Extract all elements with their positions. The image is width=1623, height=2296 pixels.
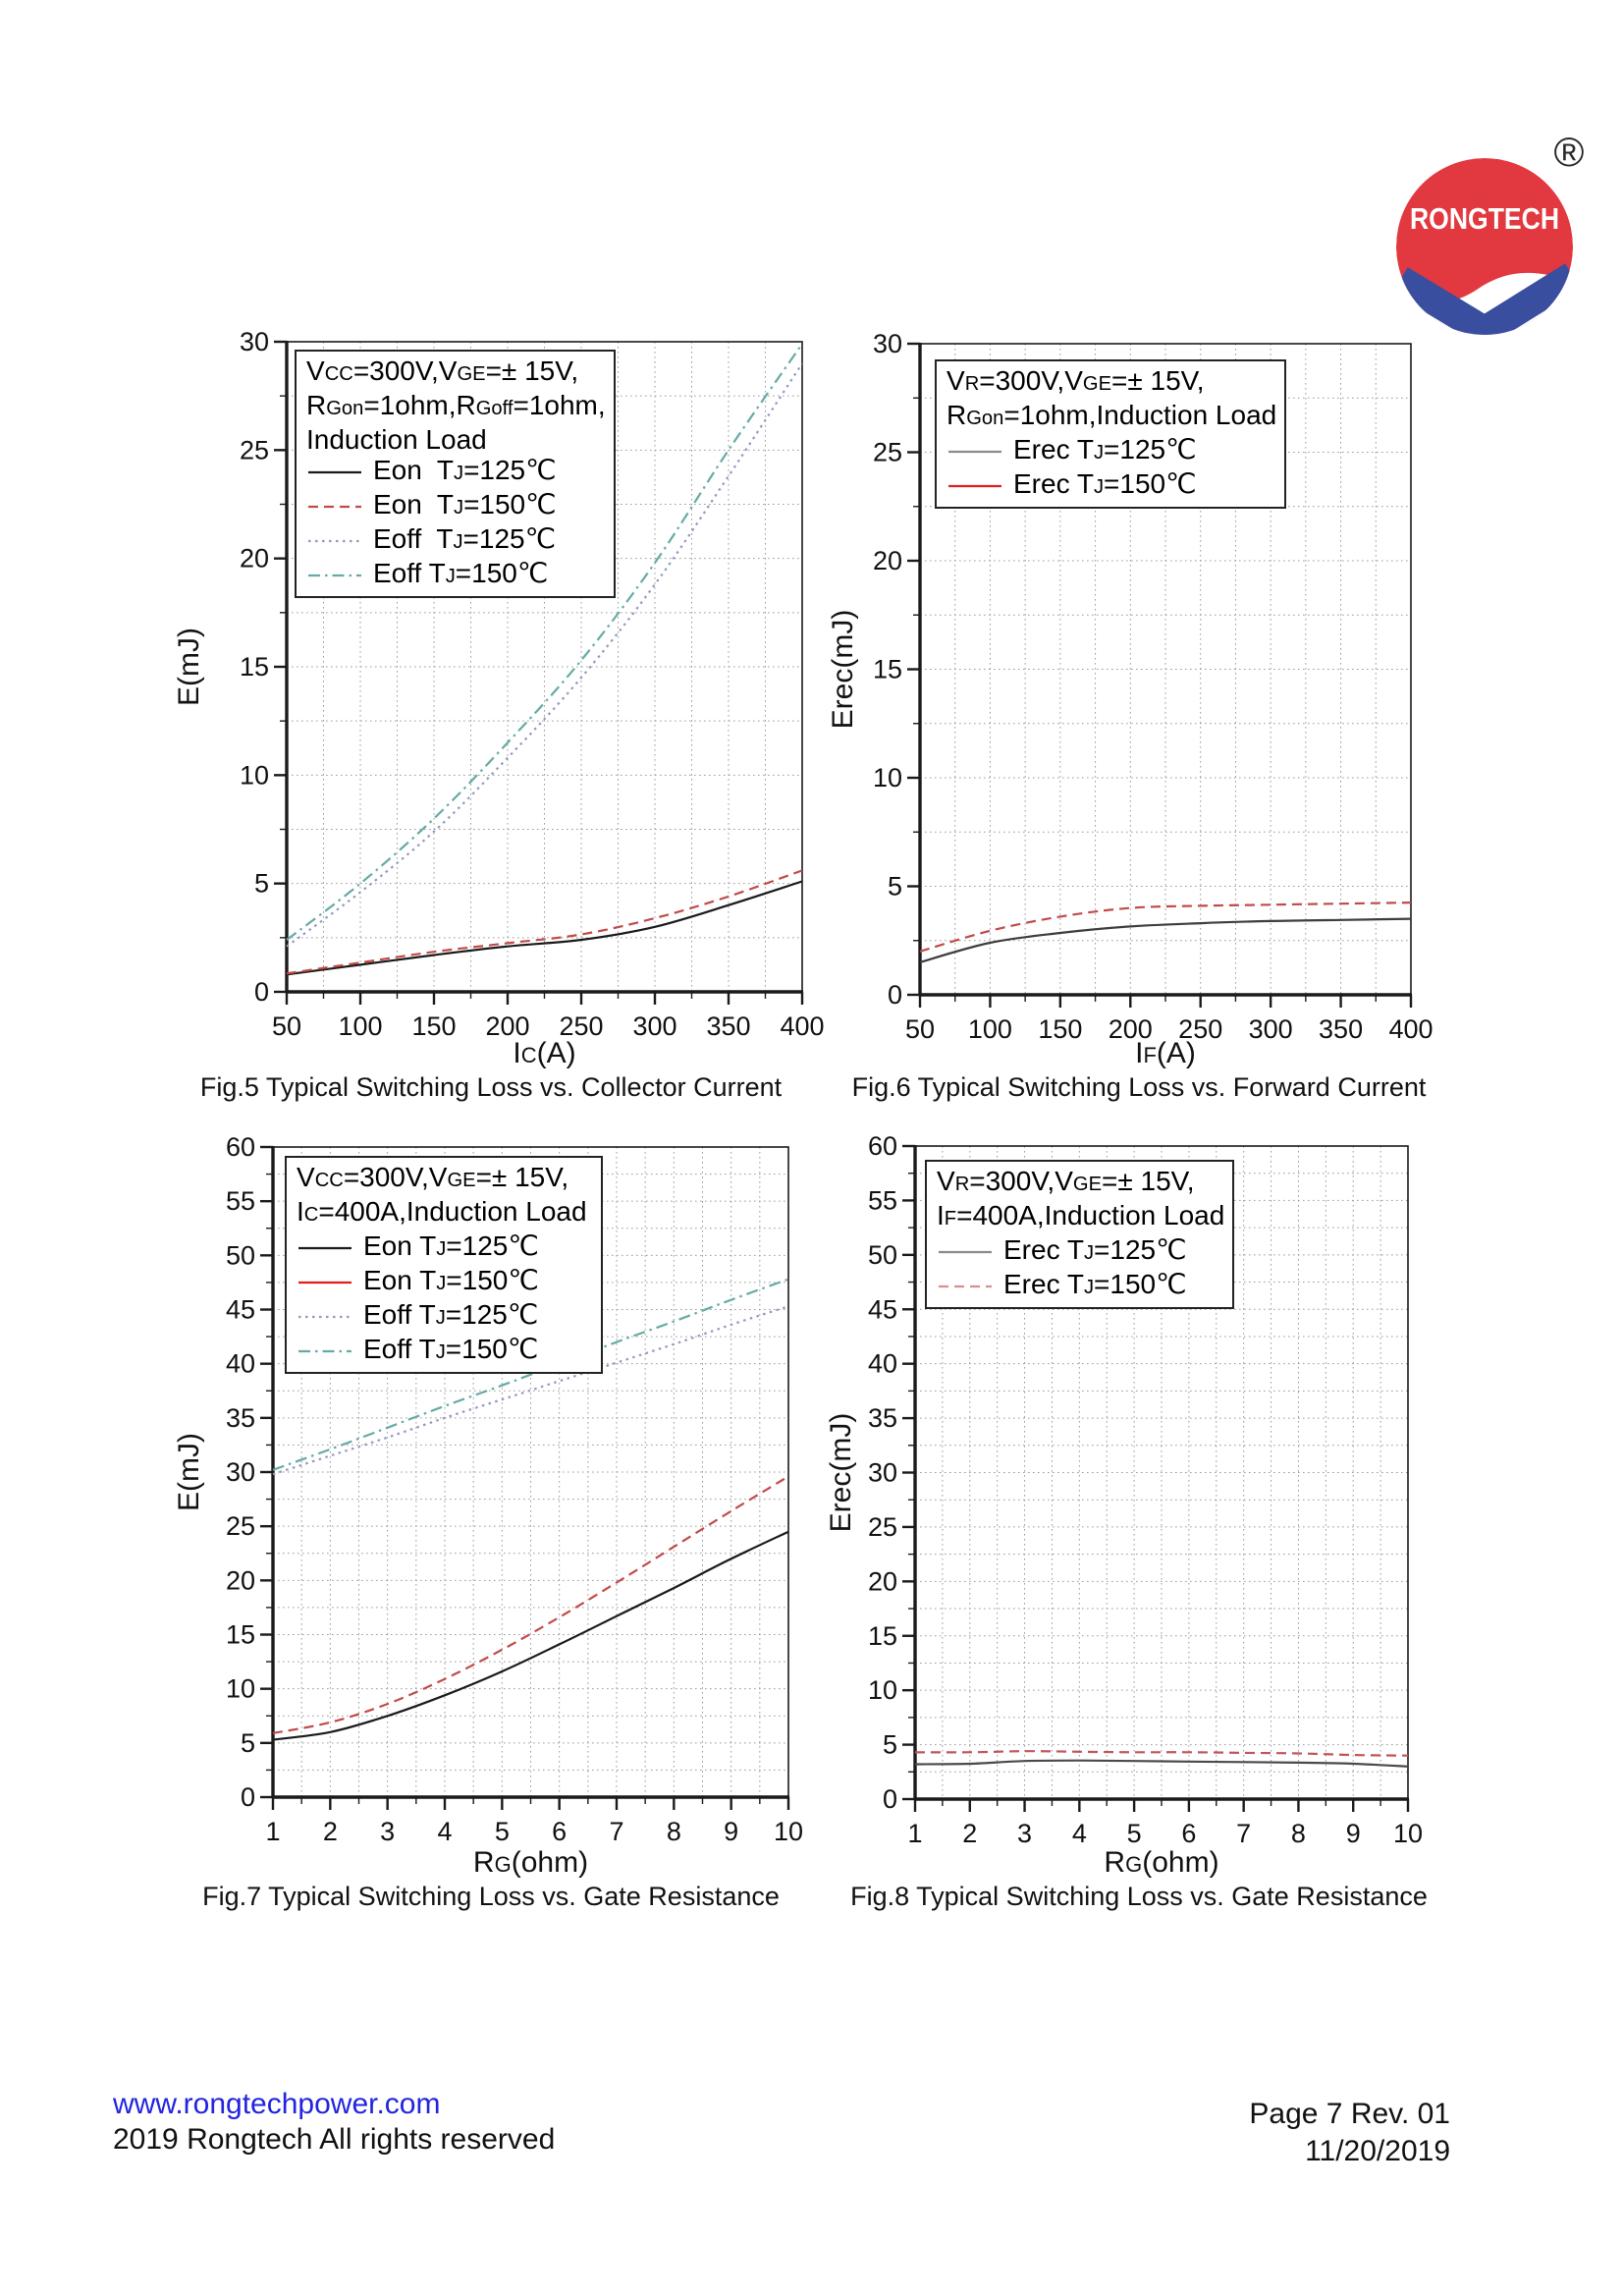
svg-text:60: 60	[867, 1131, 897, 1161]
legend-entry-label: Erec TJ=125℃	[1003, 1234, 1187, 1265]
svg-text:4: 4	[437, 1817, 453, 1846]
svg-text:IC(A): IC(A)	[513, 1037, 576, 1069]
legend-condition-line: VCC=300V,VGE=± 15V,	[297, 1162, 569, 1192]
svg-text:350: 350	[1319, 1014, 1364, 1044]
fig7-caption: Fig.7 Typical Switching Loss vs. Gate Resistance	[202, 1882, 780, 1911]
legend-entry-label: Eoff TJ=150℃	[363, 1334, 539, 1364]
legend-line-sample-icon	[306, 466, 363, 478]
fig7-legend	[285, 1156, 603, 1374]
rongtech-logo	[1386, 131, 1595, 345]
svg-text:30: 30	[225, 1457, 255, 1487]
legend-line-sample-icon	[306, 535, 363, 547]
svg-text:E(mJ): E(mJ)	[173, 628, 205, 706]
svg-text:45: 45	[225, 1294, 255, 1325]
svg-text:Erec(mJ): Erec(mJ)	[825, 1412, 857, 1533]
svg-text:20: 20	[239, 543, 269, 574]
svg-text:200: 200	[1108, 1014, 1153, 1044]
legend-entry-label: Erec TJ=150℃	[1013, 468, 1197, 499]
legend-line-sample-icon	[947, 446, 1003, 458]
svg-text:55: 55	[225, 1186, 255, 1217]
svg-text:0: 0	[240, 1782, 255, 1812]
svg-text:350: 350	[706, 1011, 751, 1041]
svg-text:IF(A): IF(A)	[1135, 1037, 1196, 1069]
registered-mark-icon: ®	[1553, 131, 1585, 175]
svg-text:5: 5	[253, 868, 269, 899]
svg-text:45: 45	[867, 1294, 897, 1325]
legend-condition-line: IC=400A,Induction Load	[297, 1196, 587, 1227]
legend-condition-line: RGon=1ohm,Induction Load	[947, 400, 1277, 430]
svg-text:20: 20	[867, 1566, 897, 1597]
legend-entry	[937, 1234, 1224, 1269]
svg-text:6: 6	[1181, 1819, 1197, 1848]
svg-text:RG(ohm): RG(ohm)	[472, 1846, 589, 1879]
svg-text:30: 30	[872, 329, 902, 358]
svg-text:10: 10	[1392, 1819, 1424, 1848]
legend-line-sample-icon	[937, 1281, 994, 1292]
svg-text:8: 8	[666, 1817, 681, 1846]
legend-line-sample-icon	[297, 1345, 353, 1357]
legend-condition-line: RGon=1ohm,RGoff=1ohm,	[306, 390, 606, 420]
svg-text:5: 5	[1126, 1819, 1142, 1848]
svg-text:0: 0	[887, 980, 902, 1010]
svg-text:4: 4	[1071, 1819, 1087, 1848]
legend-entry-label: Eon TJ=150℃	[373, 489, 557, 519]
svg-text:0: 0	[253, 977, 269, 1007]
legend-condition-line: IF=400A,Induction Load	[937, 1200, 1225, 1230]
svg-text:1: 1	[907, 1819, 923, 1848]
svg-text:10: 10	[867, 1675, 897, 1706]
svg-text:40: 40	[867, 1348, 897, 1379]
svg-text:100: 100	[338, 1011, 383, 1041]
svg-text:150: 150	[411, 1011, 457, 1041]
svg-text:55: 55	[867, 1185, 897, 1216]
svg-text:5: 5	[882, 1729, 897, 1760]
svg-text:25: 25	[239, 435, 269, 465]
svg-text:50: 50	[904, 1014, 936, 1044]
svg-text:35: 35	[225, 1402, 255, 1433]
svg-text:10: 10	[872, 763, 902, 793]
fig6-legend	[935, 359, 1286, 509]
legend-line-sample-icon	[937, 1246, 994, 1258]
fig8-legend	[925, 1160, 1234, 1309]
svg-text:7: 7	[609, 1817, 624, 1846]
legend-entry-label: Eoff TJ=125℃	[373, 523, 557, 554]
svg-text:5: 5	[887, 871, 902, 902]
svg-text:10: 10	[239, 760, 269, 791]
legend-entry-label: Eon TJ=125℃	[363, 1230, 539, 1261]
legend-line-sample-icon	[297, 1311, 353, 1323]
website-link[interactable]: www.rongtechpower.com	[113, 2088, 441, 2120]
svg-text:40: 40	[225, 1348, 255, 1379]
svg-text:9: 9	[1345, 1819, 1361, 1848]
svg-text:3: 3	[380, 1817, 396, 1846]
svg-text:Erec(mJ): Erec(mJ)	[827, 609, 859, 730]
svg-text:15: 15	[867, 1620, 897, 1651]
svg-text:6: 6	[552, 1817, 568, 1846]
legend-line-sample-icon	[297, 1242, 353, 1254]
svg-text:400: 400	[780, 1011, 825, 1041]
fig6-caption: Fig.6 Typical Switching Loss vs. Forward Current	[851, 1072, 1427, 1102]
svg-text:100: 100	[967, 1014, 1012, 1044]
legend-entry	[306, 558, 606, 592]
svg-text:1: 1	[265, 1817, 281, 1846]
fig5-legend	[295, 350, 616, 598]
svg-text:50: 50	[867, 1239, 897, 1270]
legend-entry-label: Erec TJ=125℃	[1013, 434, 1197, 465]
page-revision-text: Page 7 Rev. 01	[1249, 2098, 1450, 2130]
svg-text:35: 35	[867, 1403, 897, 1434]
svg-text:25: 25	[867, 1511, 897, 1542]
svg-text:15: 15	[225, 1619, 255, 1650]
svg-text:2: 2	[962, 1819, 978, 1848]
legend-entry	[306, 489, 606, 523]
legend-entry	[937, 1269, 1224, 1303]
fig5-caption: Fig.5 Typical Switching Loss vs. Collector Current	[199, 1072, 783, 1102]
legend-entry	[297, 1334, 593, 1368]
svg-text:3: 3	[1017, 1819, 1033, 1848]
legend-entry	[306, 523, 606, 558]
copyright-text: 2019 Rongtech All rights reserved	[113, 2123, 556, 2156]
svg-text:15: 15	[239, 652, 269, 682]
svg-text:5: 5	[240, 1727, 255, 1758]
legend-condition-line: VR=300V,VGE=± 15V,	[947, 365, 1205, 396]
legend-condition-line: VR=300V,VGE=± 15V,	[937, 1166, 1195, 1196]
legend-entry	[947, 434, 1276, 468]
svg-text:10: 10	[225, 1673, 255, 1704]
legend-entry-label: Eoff TJ=150℃	[373, 558, 549, 588]
legend-line-sample-icon	[947, 480, 1003, 492]
svg-text:30: 30	[867, 1457, 897, 1488]
svg-text:10: 10	[773, 1817, 804, 1846]
svg-text:60: 60	[225, 1132, 255, 1162]
svg-text:8: 8	[1290, 1819, 1306, 1848]
legend-line-sample-icon	[306, 501, 363, 513]
svg-text:20: 20	[225, 1565, 255, 1596]
svg-text:RG(ohm): RG(ohm)	[1104, 1846, 1219, 1879]
svg-text:0: 0	[882, 1784, 897, 1814]
svg-text:50: 50	[271, 1011, 302, 1041]
svg-text:300: 300	[632, 1011, 677, 1041]
logo-text: RONGTECH	[1410, 201, 1559, 236]
svg-text:E(mJ): E(mJ)	[173, 1433, 205, 1511]
legend-condition-line: Induction Load	[306, 424, 487, 455]
legend-entry-label: Eoff TJ=125℃	[363, 1299, 539, 1330]
svg-text:150: 150	[1038, 1014, 1083, 1044]
legend-entry	[297, 1265, 593, 1299]
legend-entry-label: Eon TJ=150℃	[363, 1265, 539, 1295]
legend-condition-line: VCC=300V,VGE=± 15V,	[306, 355, 579, 386]
fig8-caption: Fig.8 Typical Switching Loss vs. Gate Resistance	[850, 1882, 1428, 1911]
svg-text:5: 5	[494, 1817, 510, 1846]
svg-text:9: 9	[724, 1817, 739, 1846]
svg-text:400: 400	[1388, 1014, 1434, 1044]
svg-text:25: 25	[225, 1511, 255, 1542]
svg-text:25: 25	[872, 437, 902, 467]
svg-text:7: 7	[1236, 1819, 1252, 1848]
legend-line-sample-icon	[297, 1277, 353, 1288]
svg-text:30: 30	[239, 327, 269, 356]
legend-entry	[306, 455, 606, 489]
svg-text:200: 200	[485, 1011, 530, 1041]
legend-entry-label: Erec TJ=150℃	[1003, 1269, 1187, 1299]
legend-entry	[297, 1299, 593, 1334]
legend-entry	[947, 468, 1276, 503]
svg-text:20: 20	[872, 546, 902, 575]
document-date: 11/20/2019	[1305, 2135, 1450, 2167]
svg-text:300: 300	[1248, 1014, 1293, 1044]
svg-text:15: 15	[872, 654, 902, 684]
svg-text:250: 250	[1178, 1014, 1223, 1044]
legend-entry	[297, 1230, 593, 1265]
svg-text:250: 250	[559, 1011, 604, 1041]
svg-text:50: 50	[225, 1240, 255, 1271]
svg-text:2: 2	[322, 1817, 338, 1846]
legend-line-sample-icon	[306, 570, 363, 581]
legend-entry-label: Eon TJ=125℃	[373, 455, 557, 485]
